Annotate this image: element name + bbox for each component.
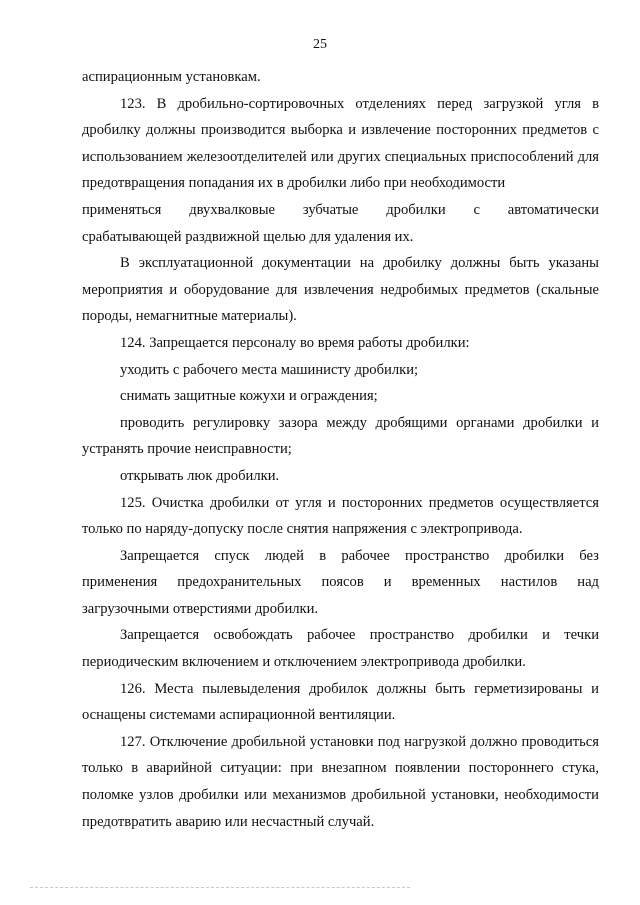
word: над [577,574,599,591]
word: в [319,547,327,564]
word: временных [411,574,481,591]
word: рабочее [341,547,390,564]
word: и [383,574,392,591]
word: двухвалковые [189,201,276,218]
paragraph-124: 124. Запрещается персоналу во время работы дробилки: [120,334,470,351]
paragraph-descent-tail: загрузочными отверстиями дробилки. [82,600,319,617]
list-item-adjust-gap: проводить регулировку зазора между дробящими органами дробилки и устранять прочие неисправности; [82,414,599,458]
word: зубчатые [302,201,359,218]
document-body [82,64,599,835]
list-item-open-hatch: открывать люк дробилки. [120,467,280,484]
paragraph-continuation: аспирационным установкам. [82,69,261,85]
word: дробилки [386,201,446,218]
word: пространство [405,547,490,564]
word: применения [82,574,158,591]
word: с [473,201,480,218]
paragraph-123: 123. В дробильно-сортировочных отделениях перед загрузкой угля в дробилку должны производится выборка и извлечение посторонних предметов с использованием железоотделителей или других специальных приспособлений для предотвращения попадания их в дробилки либо при необходимости [82,95,599,192]
word: поясов [321,574,364,591]
paragraph-documentation: В эксплуатационной документации на дробилку должны быть указаны мероприятия и оборудование для извлечения недробимых предметов (скальные породы, немагнитные материалы). [82,255,599,325]
paragraph-123-justified-line [82,197,599,224]
word: настилов [500,574,558,591]
word: применяться [82,201,162,218]
word: людей [264,547,304,564]
paragraph-125: 125. Очистка дробилки от угля и посторонних предметов осуществляется только по наряду-допуску после снятия напряжения с электропривода. [82,494,599,538]
list-item-leave-post: уходить с рабочего места машинисту дробилки; [120,361,419,378]
paragraph-clearing: Запрещается освобождать рабочее пространство дробилки и течки периодическим включением и отключением электропривода дробилки. [82,627,599,671]
word: автоматически [507,201,599,218]
word: спуск [214,547,250,564]
page-number: 25 [313,37,327,52]
paragraph-descent-line-1 [82,543,599,570]
paragraph-123-tail: срабатывающей раздвижной щелью для удаления их. [82,228,414,245]
word: дробилки [504,547,565,564]
scan-artifact-line [30,887,410,889]
word: без [579,547,599,564]
paragraph-descent-line-2 [82,569,599,596]
word: Запрещается [120,547,200,564]
word: предохранительных [177,574,302,591]
paragraph-126: 126. Места пылевыделения дробилок должны быть герметизированы и оснащены системами аспирационной вентиляции. [82,680,599,724]
list-item-remove-guards: снимать защитные кожухи и ограждения; [120,388,378,405]
paragraph-127: 127. Отключение дробильной установки под нагрузкой должно проводиться только в аварийной ситуации: при внезапном появлении постороннего стука, поломке узлов дробилки или механизмов дробильной установки, необходимости предотвратить аварию или несчастный случай. [82,733,599,830]
